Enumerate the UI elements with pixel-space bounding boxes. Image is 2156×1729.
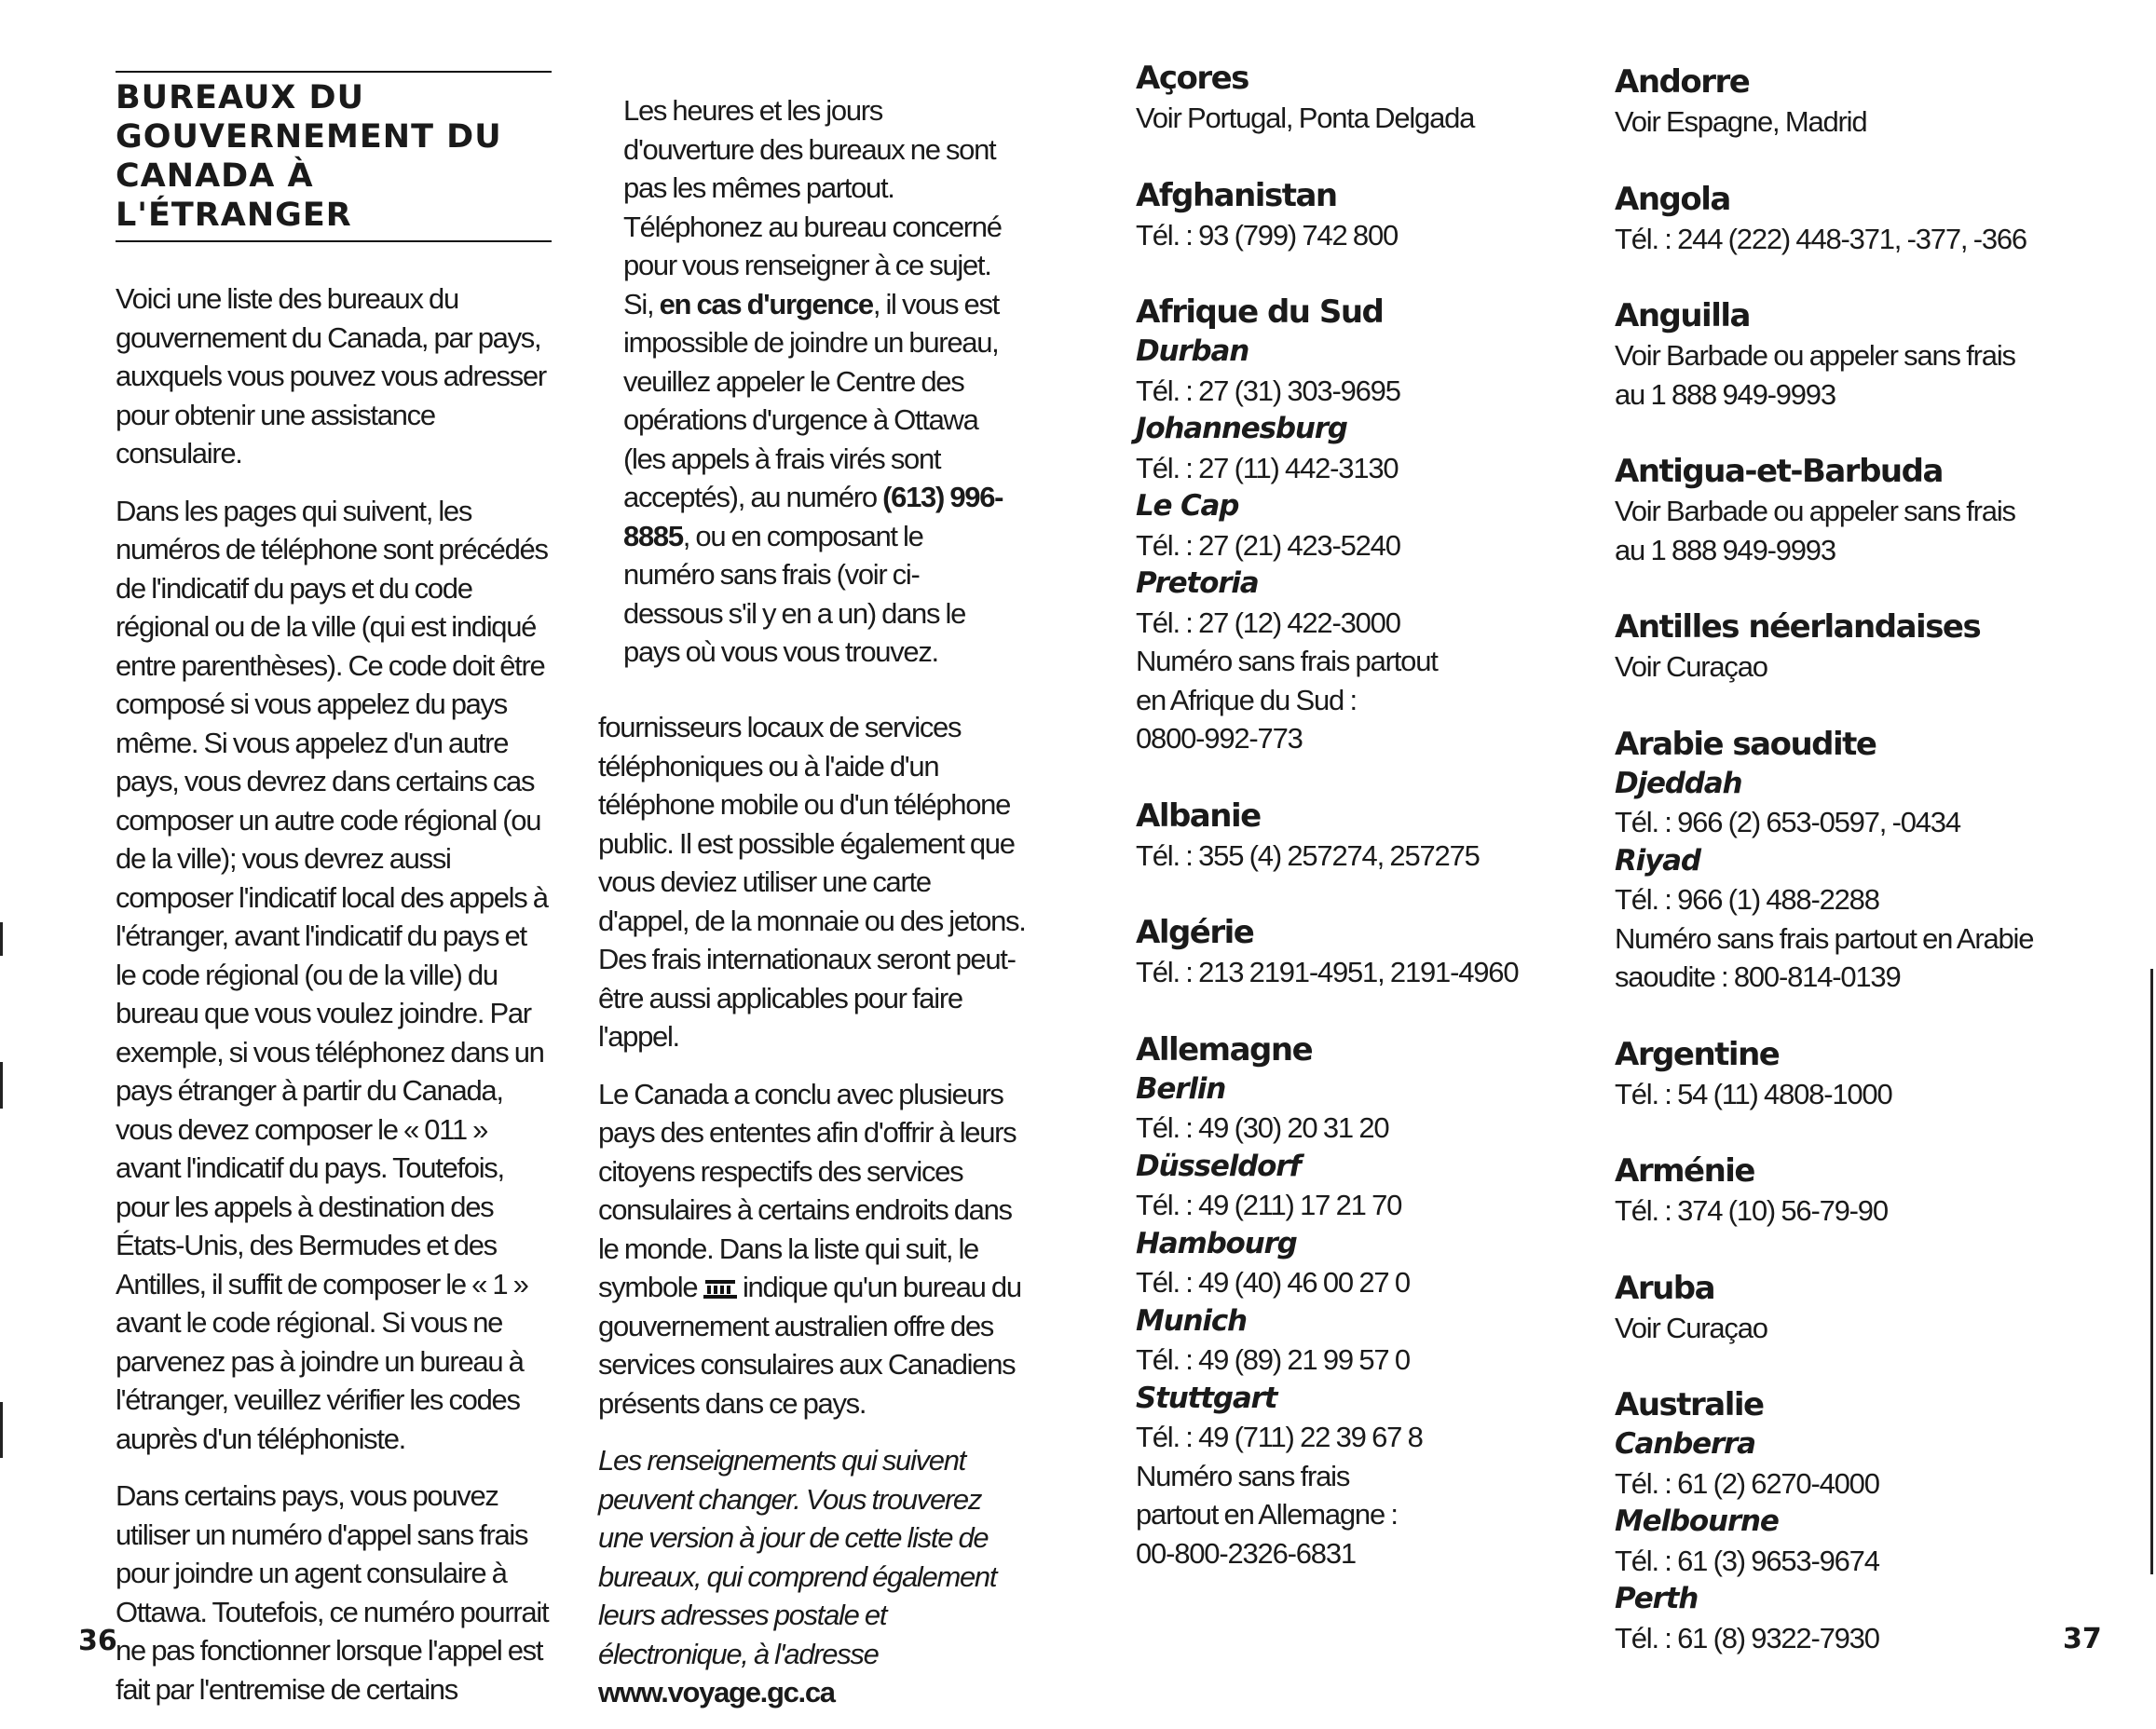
contact-line: 00-800-2326-6831: [1136, 1536, 1356, 1570]
city-name: Djeddah: [1615, 766, 1742, 800]
city-name: Le Cap: [1136, 489, 1239, 523]
contact-line: Voir Espagne, Madrid: [1615, 105, 1867, 138]
page-number-left: 36: [78, 1625, 117, 1657]
city-name: Canberra: [1615, 1427, 1755, 1461]
contact-line: au 1 888 949-9993: [1615, 533, 1835, 566]
toll-free-paragraph: Dans certains pays, vous pouvez utiliser un numéro d'appel sans frais pour joindre un agent consulaire à Ottawa. Toutefois, ce numéro pourrait ne pas fonctionner lorsque l'appel est fait par l'entremise de certains: [116, 1479, 549, 1706]
heading-line: CANADA À L'ÉTRANGER: [116, 157, 352, 234]
country-name: Albanie: [1136, 796, 1261, 835]
country-name: Aruba: [1615, 1269, 1715, 1307]
country-entry-argentine: [1615, 1034, 2099, 1114]
country-name: Algérie: [1136, 914, 1254, 951]
scan-edge-mark: [2150, 969, 2153, 1574]
contact-line: Voir Curaçao: [1615, 1311, 1767, 1344]
country-entry-albanie: [1136, 796, 1583, 876]
heading-top-rule: [116, 71, 552, 73]
contact-line: Voir Barbade ou appeler sans frais: [1615, 495, 2015, 527]
country-name: Afghanistan: [1136, 176, 1337, 214]
city-name: Perth: [1615, 1582, 1699, 1615]
contact-line: au 1 888 949-9993: [1615, 377, 1835, 411]
country-entry-afghanistan: [1136, 175, 1583, 255]
contact-line: Tél. : 93 (799) 742 800: [1136, 218, 1399, 252]
heading-line: GOUVERNEMENT DU: [116, 118, 502, 156]
scan-edge-mark: [0, 1402, 3, 1458]
country-entry-afrique-du-sud: [1136, 292, 1583, 758]
country-name: Antilles néerlandaises: [1615, 608, 1981, 646]
contact-line: Tél. : 61 (3) 9653-9674: [1615, 1544, 1879, 1577]
country-name: Anguilla: [1615, 297, 1750, 334]
contact-line: Tél. : 213 2191-4951, 2191-4960: [1136, 956, 1519, 988]
contact-line: Tél. : 244 (222) 448-371, -377, -366: [1615, 222, 2026, 255]
contact-line: Numéro sans frais: [1136, 1459, 1350, 1492]
left-column-2-bottom: [598, 708, 1027, 1712]
office-hours-paragraph: [623, 91, 1015, 672]
country-name: Australie: [1615, 1386, 1764, 1423]
country-entry-anguilla: [1615, 295, 2099, 414]
city-name: Durban: [1136, 334, 1249, 368]
heading-line: BUREAUX DU: [116, 79, 365, 116]
contact-line: Tél. : 27 (11) 442-3130: [1136, 451, 1399, 484]
contact-line: 0800-992-773: [1136, 722, 1303, 755]
scan-edge-mark: [0, 922, 3, 956]
contact-line: Tél. : 27 (31) 303-9695: [1136, 374, 1400, 407]
country-name: Açores: [1136, 60, 1249, 97]
contact-line: Tél. : 966 (1) 488-2288: [1615, 883, 1879, 916]
left-column-2-top: [623, 91, 1015, 672]
city-name: Riyad: [1615, 843, 1700, 878]
text-run: indique qu'un bureau du gouvernement australien offre des services consulaires aux Canadiens présents dans ce pays.: [598, 1271, 1021, 1420]
contact-line: Tél. : 49 (89) 21 99 57 0: [1136, 1343, 1410, 1376]
right-column-2: [1615, 61, 2099, 1695]
contact-line: Tél. : 49 (211) 17 21 70: [1136, 1189, 1402, 1221]
city-name: Melbourne: [1615, 1504, 1779, 1538]
country-name: Antigua-et-Barbuda: [1615, 453, 1943, 490]
contact-line: Numéro sans frais partout en Arabie: [1615, 921, 2034, 955]
contact-line: Tél. : 61 (8) 9322-7930: [1615, 1621, 1879, 1654]
country-entry-arabie-saoudite: [1615, 724, 2099, 997]
right-column-1: [1136, 58, 1583, 1610]
contact-line: Voir Portugal, Ponta Delgada: [1136, 102, 1475, 134]
contact-line: Tél. : 49 (30) 20 31 20: [1136, 1111, 1389, 1144]
text-run: Le Canada a conclu avec plusieurs pays des ententes afin d'offrir à leurs citoyens respectifs des services consulaires à certains endroits dans le monde. Dans la liste qui suit, le symbole: [598, 1077, 1017, 1303]
country-entry-australie: [1615, 1384, 2099, 1657]
country-name: Afrique du Sud: [1136, 293, 1384, 331]
emergency-bold: en cas d'urgence: [659, 287, 873, 320]
city-name: Stuttgart: [1136, 1381, 1277, 1415]
italic-text: Les renseignements qui suivent peuvent changer. Vous trouverez une version à jour de cette liste de bureaux, qui comprend également leurs adresses postale et électronique, à l'adresse: [598, 1444, 997, 1670]
text-run: Les heures et les jours d'ouverture des bureaux ne sont pas les mêmes partout. Téléphonez au bureau concerné pour vous renseigner à ce sujet. Si,: [623, 94, 1002, 320]
intro-paragraph: Voici une liste des bureaux du gouvernement du Canada, par pays, auxquels vous pouvez vous adresser pour obtenir une assistance consulaire.: [116, 282, 546, 470]
contact-line: Voir Curaçao: [1615, 650, 1767, 683]
contact-line: Numéro sans frais partout: [1136, 645, 1438, 677]
contact-line: saoudite : 800-814-0139: [1615, 960, 1901, 993]
section-heading: [116, 78, 552, 242]
contact-line: Tél. : 49 (40) 46 00 27 0: [1136, 1266, 1410, 1299]
country-entry-algerie: [1136, 912, 1583, 992]
country-name: Argentine: [1615, 1035, 1780, 1073]
city-name: Hambourg: [1136, 1226, 1297, 1260]
text-run: , ou en composant le numéro sans frais (voir ci-dessous s'il y en a un) dans le pays où vous vous trouvez.: [623, 519, 966, 668]
country-name: Arabie saoudite: [1615, 725, 1876, 763]
city-name: Berlin: [1136, 1071, 1226, 1106]
page-number-right: 37: [2063, 1623, 2102, 1655]
website-link[interactable]: www.voyage.gc.ca: [598, 1676, 835, 1709]
city-name: Johannesburg: [1136, 412, 1347, 445]
country-entry-andorre: [1615, 61, 2099, 142]
contact-line: Tél. : 61 (2) 6270-4000: [1615, 1466, 1879, 1500]
contact-line: Tél. : 54 (11) 4808-1000: [1615, 1077, 1892, 1110]
country-name: Arménie: [1615, 1152, 1754, 1190]
left-column-1: [116, 71, 552, 1709]
contact-line: Tél. : 355 (4) 257274, 257275: [1136, 838, 1480, 872]
city-name: Munich: [1136, 1303, 1247, 1338]
country-entry-angola: [1615, 179, 2099, 259]
country-name: Allemagne: [1136, 1030, 1313, 1069]
providers-paragraph: fournisseurs locaux de services téléphoniques ou à l'aide d'un téléphone mobile ou d'un téléphone public. Il est possible également que vous deviez utiliser une carte d'appel, de la monnaie ou des jetons. Des frais internationaux seront peut-être aussi applicables pour faire l'appel.: [598, 711, 1026, 1053]
country-entry-armenie: [1615, 1150, 2099, 1231]
contact-line: Tél. : 49 (711) 22 39 67 8: [1136, 1421, 1423, 1453]
country-entry-antigua-et-barbuda: [1615, 451, 2099, 569]
country-entry-allemagne: [1136, 1029, 1583, 1573]
contact-line: Tél. : 374 (10) 56-79-90: [1615, 1194, 1888, 1227]
dialing-paragraph: Dans les pages qui suivent, les numéros de téléphone sont précédés de l'indicatif du pays et du code régional ou de la ville (qui est indiqué entre parenthèses). Ce code doit être composé si vous appelez du pays même. Si vous appelez d'un autre pays, vous devrez dans certains cas composer un autre code régional (ou de la ville); vous devrez aussi composer l'indicatif local des appels à l'étranger, avant l'indicatif du pays et le code régional (ou de la ville) du bureau que vous voulez joindre. Par exemple, si vous téléphonez dans un pays étranger à partir du Canada, vous devez composer le « 011 » avant l'indicatif du pays. Toutefois, pour les appels à destination des États-Unis, des Bermudes et des Antilles, il suffit de composer le « 1 » avant le code régional. Si vous ne parvenez pas à joindre un bureau à l'étranger, veuillez vérifier les codes auprès d'un téléphoniste.: [116, 494, 548, 1455]
city-name: Düsseldorf: [1136, 1149, 1301, 1183]
country-name: Angola: [1615, 180, 1730, 218]
emergency-phone-bold: (613) 996-8885: [623, 481, 1003, 552]
contact-line: en Afrique du Sud :: [1136, 683, 1357, 716]
scan-edge-mark: [0, 1062, 3, 1109]
text-run: , il vous est impossible de joindre un bureau, veuillez appeler le Centre des opérations d'urgence à Ottawa (les appels à frais virés sont acceptés), au numéro: [623, 287, 999, 513]
contact-line: Tél. : 27 (12) 422-3000: [1136, 606, 1400, 639]
city-name: Pretoria: [1136, 566, 1259, 600]
country-entry-aruba: [1615, 1268, 2099, 1348]
australian-office-symbol-icon: [703, 1271, 737, 1293]
contact-line: Tél. : 27 (21) 423-5240: [1136, 528, 1400, 562]
contact-line: Tél. : 966 (2) 653-0597, -0434: [1615, 806, 1960, 838]
country-name: Andorre: [1615, 63, 1750, 101]
country-entry-acores: [1136, 58, 1583, 138]
contact-line: partout en Allemagne :: [1136, 1498, 1398, 1531]
agreements-paragraph: [598, 1075, 1027, 1423]
country-entry-antilles-neerlandaises: [1615, 606, 2099, 687]
info-change-paragraph: [598, 1441, 1027, 1712]
contact-line: Voir Barbade ou appeler sans frais: [1615, 339, 2015, 372]
